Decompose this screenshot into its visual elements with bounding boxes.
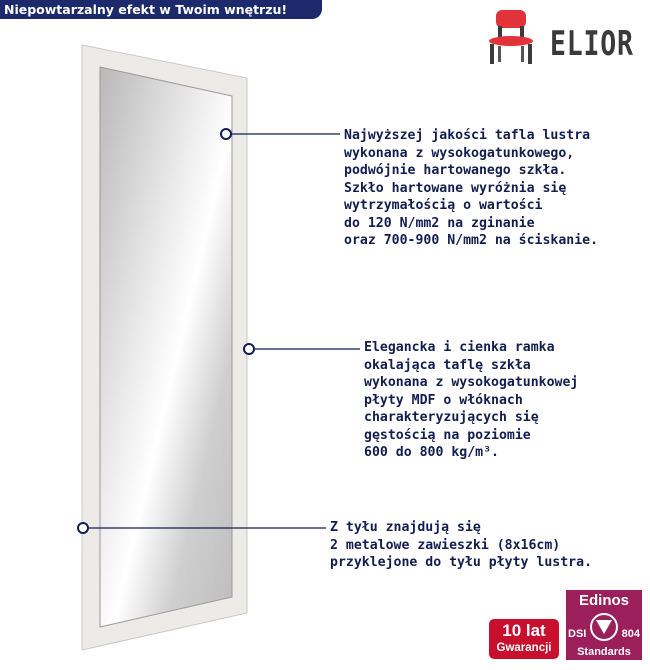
edinos-title: Edinos (578, 592, 629, 609)
edinos-badge (566, 590, 642, 660)
note-glass-line: Najwyższej jakości tafla lustra (344, 128, 591, 143)
callout-dot-glass (221, 129, 231, 139)
callout-dot-frame (244, 344, 254, 354)
brand-name: ELIOR (550, 24, 634, 64)
note-glass-line: podwójnie hartowanego szkła. (344, 163, 567, 178)
edinos-dsi: DSI (568, 628, 587, 640)
note-frame-line: gęstością na poziomie (364, 427, 531, 443)
note-frame-line: 600 do 800 kg/m³. (364, 445, 499, 460)
note-back-line: Z tyłu znajdują się (330, 520, 481, 535)
edinos-number: 804 (621, 628, 640, 640)
note-frame-line: płyty MDF o włóknach (364, 392, 523, 408)
note-glass-line: Szkło hartowane wyróżnia się (344, 180, 567, 196)
warranty-label: Gwarancji (496, 642, 552, 654)
note-frame-line: wykonana z wysokogatunkowej (364, 375, 579, 390)
edinos-standards: Standards (577, 646, 631, 658)
note-frame-line: Elegancka i cienka ramka (364, 340, 555, 355)
note-back-line: przyklejone do tyłu płyty lustra. (330, 555, 593, 570)
note-glass-line: do 120 N/mm2 na zginanie (344, 215, 535, 231)
note-glass (344, 127, 598, 250)
promo-banner-text: Niepowtarzalny efekt w Twoim wnętrzu! (4, 2, 288, 17)
warranty-years: 10 lat (502, 621, 546, 640)
note-back-line: 2 metalowe zawieszki (8x16cm) (330, 537, 561, 553)
note-frame-line: charakteryzujących się (364, 410, 539, 425)
callout-dot-back (78, 523, 88, 533)
warranty-badge (489, 619, 559, 659)
note-back (330, 519, 592, 572)
note-glass-line: wykonana z wysokogatunkowego, (344, 145, 575, 161)
note-frame (364, 339, 578, 462)
note-frame-line: okalająca taflę szkła (364, 357, 531, 373)
note-glass-line: oraz 700-900 N/mm2 na ściskanie. (344, 233, 599, 248)
mirror-glass (100, 67, 232, 627)
note-glass-line: wytrzymałością o wartości (344, 198, 543, 213)
